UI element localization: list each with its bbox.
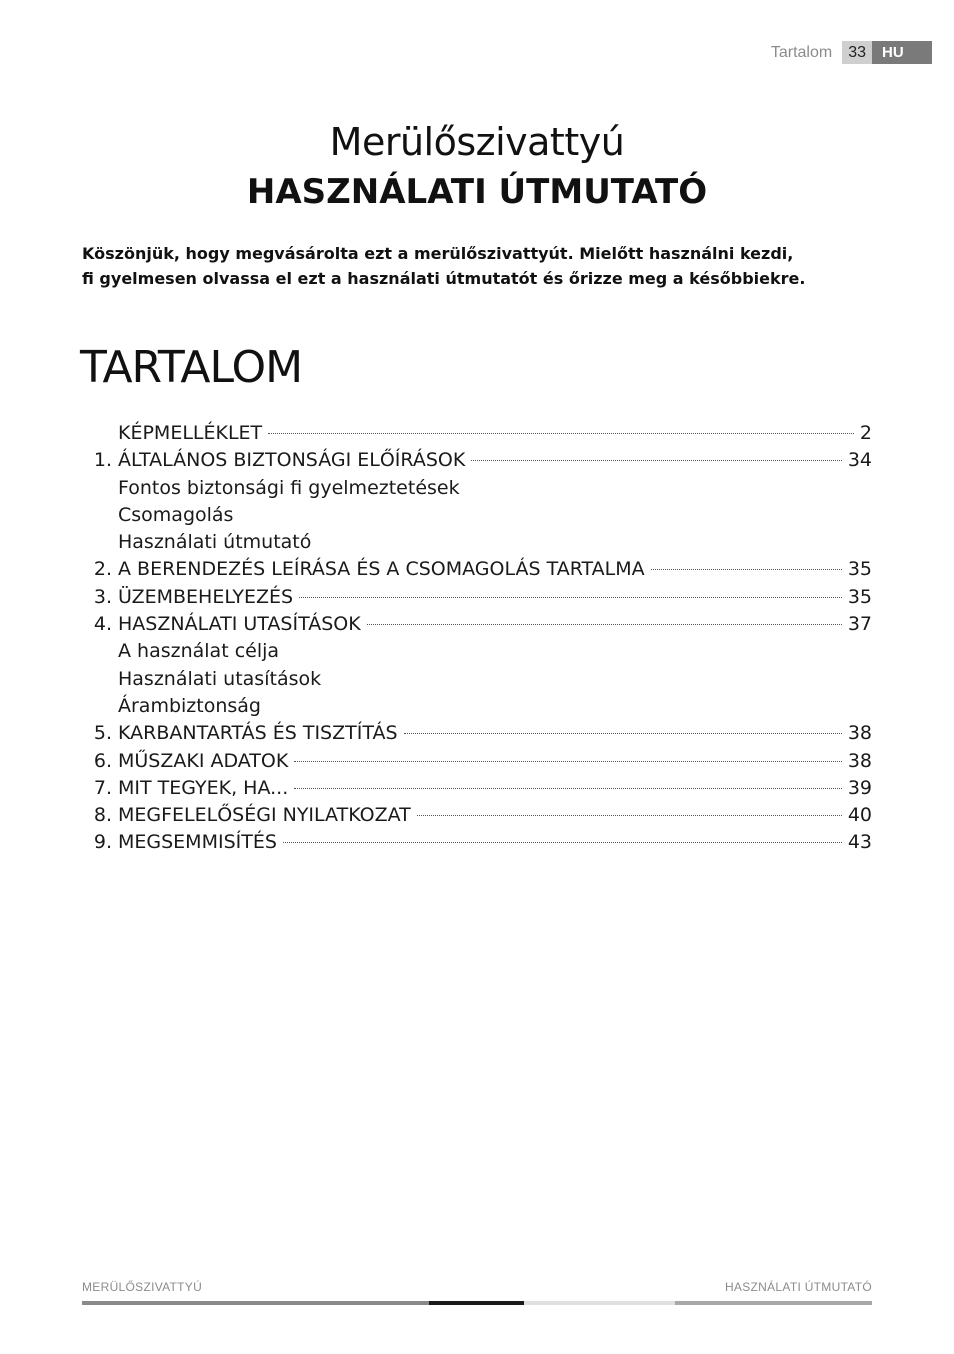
toc-item-number: 7. — [93, 776, 112, 799]
toc-row — [0, 502, 954, 529]
toc-item-number: 9. — [93, 831, 112, 854]
header-language-badge: HU — [872, 41, 932, 64]
toc-leader-dots — [367, 624, 842, 625]
toc-item-label: Árambiztonság — [118, 694, 261, 717]
toc-row — [0, 529, 954, 556]
toc-row — [0, 611, 954, 638]
toc-item-page: 34 — [847, 449, 872, 472]
footer-product-name: MERÜLŐSZIVATTYÚ — [82, 1280, 203, 1294]
toc-row — [0, 584, 954, 611]
toc-leader-dots — [651, 569, 842, 570]
product-title: Merülőszivattyú — [329, 120, 625, 164]
footer-divider — [82, 1301, 872, 1305]
intro-line: Köszönjük, hogy megvásárolta ezt a merülőszivattyút. Mielőtt használni kezdi, — [82, 244, 794, 263]
toc-row — [0, 447, 954, 474]
toc-row — [0, 420, 954, 447]
toc-leader-dots — [404, 733, 842, 734]
manual-title: HASZNÁLATI ÚTMUTATÓ — [246, 172, 708, 212]
toc-item-page: 38 — [847, 722, 872, 745]
toc-item-page: 35 — [847, 585, 872, 608]
toc-leader-dots — [417, 815, 842, 816]
toc-item-number: 8. — [93, 804, 112, 827]
toc-heading: TARTALOM — [80, 342, 303, 393]
toc-item-page: 43 — [847, 831, 872, 854]
toc-item-label: A használat célja — [118, 640, 280, 663]
toc-item-number: 1. — [93, 449, 112, 472]
toc-item-page: 35 — [847, 558, 872, 581]
toc-item-label: ÜZEMBEHELYEZÉS — [118, 585, 294, 608]
toc-item-label: KARBANTARTÁS ÉS TISZTÍTÁS — [118, 722, 398, 745]
toc-row — [0, 693, 954, 720]
toc-leader-dots — [471, 460, 842, 461]
toc-item-page: 38 — [847, 749, 872, 772]
table-of-contents — [0, 420, 954, 857]
header-page-number: 33 — [842, 41, 872, 64]
toc-row — [0, 802, 954, 829]
toc-row — [0, 775, 954, 802]
toc-row — [0, 475, 954, 502]
toc-item-page: 37 — [847, 613, 872, 636]
toc-leader-dots — [283, 842, 842, 843]
toc-item-label: MEGSEMMISÍTÉS — [118, 831, 277, 854]
toc-item-label: Fontos biztonsági fi gyelmeztetések — [118, 476, 460, 499]
toc-item-number: 3. — [93, 585, 112, 608]
toc-item-label: KÉPMELLÉKLET — [118, 422, 263, 444]
toc-item-page: 2 — [859, 422, 872, 444]
toc-row — [0, 829, 954, 856]
page-header — [771, 41, 932, 64]
intro-paragraph — [82, 241, 882, 291]
toc-item-page: 40 — [847, 804, 872, 827]
toc-item-number: 6. — [93, 749, 112, 772]
toc-item-label: Csomagolás — [118, 503, 234, 526]
toc-leader-dots — [294, 761, 841, 762]
toc-row — [0, 720, 954, 747]
toc-row — [0, 666, 954, 693]
toc-row — [0, 638, 954, 665]
toc-item-label: Használati útmutató — [118, 531, 312, 554]
toc-item-label: MIT TEGYEK, HA... — [118, 776, 289, 799]
toc-row — [0, 748, 954, 775]
toc-item-label: MEGFELELŐSÉGI NYILATKOZAT — [118, 804, 411, 827]
toc-item-number: 4. — [93, 613, 112, 636]
toc-item-label: MŰSZAKI ADATOK — [118, 749, 289, 772]
toc-leader-dots — [268, 433, 854, 434]
header-section-title: Tartalom — [770, 43, 833, 61]
intro-line: fi gyelmesen olvassa el ezt a használati útmutatót és őrizze meg a későbbiekre. — [82, 269, 806, 288]
toc-row — [0, 556, 954, 583]
toc-leader-dots — [299, 597, 842, 598]
toc-leader-dots — [294, 788, 842, 789]
toc-item-label: HASZNÁLATI UTASÍTÁSOK — [118, 613, 361, 636]
toc-item-page: 39 — [847, 776, 872, 799]
toc-item-label: Használati utasítások — [118, 667, 322, 690]
toc-item-label: A BERENDEZÉS LEÍRÁSA ÉS A CSOMAGOLÁS TARTALMA — [118, 558, 645, 581]
footer-manual-name: HASZNÁLATI ÚTMUTATÓ — [724, 1280, 872, 1294]
toc-item-number: 5. — [93, 722, 112, 745]
toc-item-label: ÁLTALÁNOS BIZTONSÁGI ELŐÍRÁSOK — [118, 449, 466, 472]
toc-item-number: 2. — [93, 558, 112, 581]
